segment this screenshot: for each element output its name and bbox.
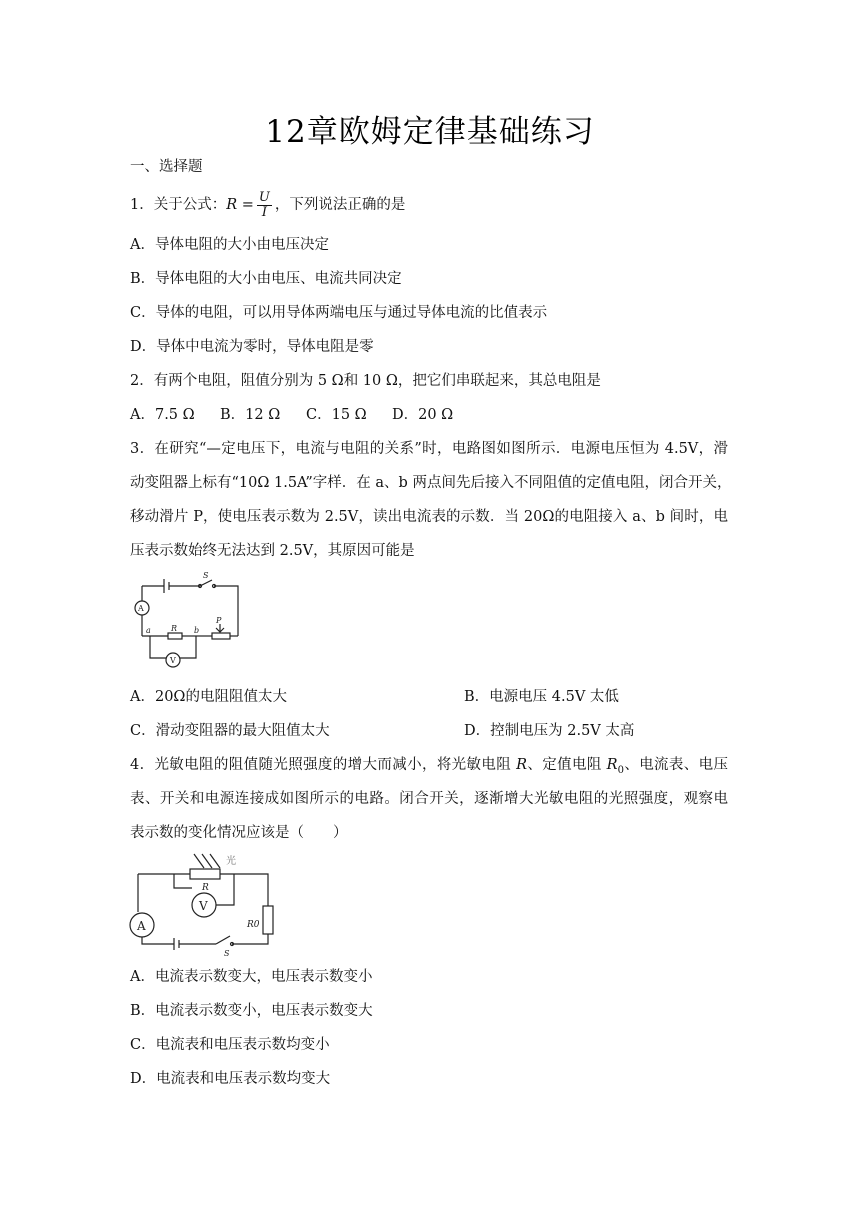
q4-label-ammeter: A <box>137 919 146 933</box>
q1-prefix: 1．关于公式： <box>130 197 227 213</box>
q4-line1-r0: R <box>606 757 618 773</box>
q4-label-voltmeter: V <box>199 899 208 913</box>
q3-option-b: B．电源电压 4.5V 太低 <box>464 689 619 705</box>
q3-label-switch: S <box>203 572 209 580</box>
q4-label-r: R <box>202 883 209 893</box>
q4-option-a: A．电流表示数变大，电压表示数变小 <box>130 969 373 985</box>
section-heading: 一、选择题 <box>130 159 203 175</box>
q1-formula-fraction <box>257 191 272 220</box>
q4-label-r0: R0 <box>247 920 260 930</box>
q1-formula-denominator: I <box>261 204 267 220</box>
q1-suffix: ，下列说法正确的是 <box>274 197 406 213</box>
q4-option-c: C．电流表和电压表示数均变小 <box>130 1037 330 1053</box>
question-4-line-3: 表示数的变化情况应该是（ ） <box>130 825 348 841</box>
q3-label-resistor: R <box>171 624 178 633</box>
q2-option-c: C．15 Ω <box>306 407 367 423</box>
q3-option-a: A．20Ω的电阻阻值太大 <box>130 689 287 705</box>
q2-option-b: B．12 Ω <box>220 407 281 423</box>
q1-formula-lhs: R = <box>226 197 254 213</box>
q3-label-b: b <box>194 626 200 635</box>
q1-option-d: D．导体中电流为零时，导体电阻是零 <box>130 339 374 355</box>
question-3-line-4: 压表示数始终无法达到 2.5V，其原因可能是 <box>130 543 415 559</box>
question-2-stem: 2．有两个电阻，阻值分别为 5 Ω和 10 Ω，把它们串联起来，其总电阻是 <box>130 373 601 389</box>
question-4-line-2: 表、开关和电源连接成如图所示的电路。闭合开关，逐渐增大光敏电阻的光照强度，观察电 <box>130 791 728 807</box>
q4-option-b: B．电流表示数变小，电压表示数变大 <box>130 1003 373 1019</box>
q3-circuit-diagram <box>128 572 246 674</box>
q4-label-switch: S <box>224 949 230 958</box>
q4-label-light: 光 <box>226 856 236 867</box>
q3-label-voltmeter: V <box>170 656 176 665</box>
question-1-stem <box>130 189 405 221</box>
q4-line1-r0-sub: 0 <box>617 764 624 776</box>
q4-line1-r: R <box>516 757 528 773</box>
q1-formula-numerator: U <box>258 189 270 205</box>
q3-option-d: D．控制电压为 2.5V 太高 <box>464 723 635 739</box>
q3-label-ammeter: A <box>138 604 144 613</box>
q3-label-a: a <box>146 626 151 635</box>
page-title: 12章欧姆定律基础练习 <box>265 114 595 150</box>
q1-option-c: C．导体的电阻，可以用导体两端电压与通过导体电流的比值表示 <box>130 305 548 321</box>
q1-option-a: A．导体电阻的大小由电压决定 <box>130 237 329 253</box>
question-4-line-1 <box>130 756 728 780</box>
q4-line1-mid: 、定值电阻 <box>527 757 607 773</box>
question-3-line-1: 3．在研究“—定电压下，电流与电阻的关系”时，电路图如图所示．电源电压恒为 4.5V，滑 <box>130 441 728 457</box>
q1-option-b: B．导体电阻的大小由电压、电流共同决定 <box>130 271 402 287</box>
q4-line1-suffix: 、电流表、电压 <box>623 757 729 773</box>
question-3-line-2: 动变阻器上标有“10Ω 1.5A”字样．在 a、b 两点间先后接入不同阻值的定值电阻，闭合开关， <box>130 475 732 491</box>
q2-option-d: D．20 Ω <box>392 407 454 423</box>
q4-circuit-diagram <box>128 848 280 958</box>
q4-line1-prefix: 4．光敏电阻的阻值随光照强度的增大而减小，将光敏电阻 <box>130 757 517 773</box>
question-3-line-3: 移动滑片 P，使电压表示数为 2.5V，读出电流表的示数．当 20Ω的电阻接入 a、b 间时，电 <box>130 509 728 525</box>
q3-label-slider: P <box>216 616 222 625</box>
q2-option-a: A．7.5 Ω <box>130 407 195 423</box>
q3-option-c: C．滑动变阻器的最大阻值太大 <box>130 723 330 739</box>
q4-option-d: D．电流表和电压表示数均变大 <box>130 1071 331 1087</box>
